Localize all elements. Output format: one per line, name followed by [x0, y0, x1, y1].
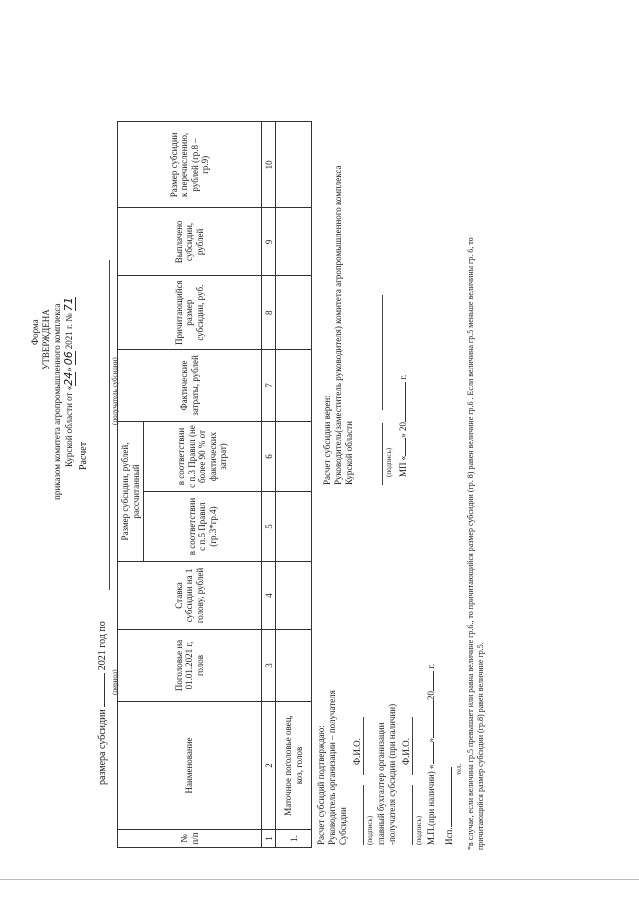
scan-edge-line: [0, 879, 639, 880]
quote-mark: »: [426, 738, 436, 743]
empty-cell: [276, 492, 312, 562]
period-caption: (период): [111, 669, 119, 695]
signature-caption-2: (подпись): [415, 815, 423, 845]
year-blank: [433, 671, 434, 691]
empty-cell: [276, 350, 312, 422]
stamp-date-line-right: [398, 375, 409, 477]
head-label: Руководитель организации – получателя: [327, 690, 337, 845]
signature-caption-1: (подпись): [366, 815, 374, 845]
name-line-3: [382, 295, 383, 410]
header-cell-4: Ставка субсидии на 1 голову, рублей: [118, 562, 262, 630]
title-prefix: размера субсидии: [97, 709, 108, 785]
subsidy-table: [117, 121, 312, 848]
column-number: 1: [262, 830, 276, 848]
title-line: [97, 621, 108, 785]
fio-label-1: Ф.И.О.: [352, 738, 362, 765]
column-number: 9: [262, 208, 276, 276]
recipient-line: [109, 260, 110, 590]
column-number: 3: [262, 630, 276, 702]
year-blank-right: [405, 382, 406, 422]
page-title: Расчет: [78, 441, 89, 470]
verified-label: Расчет субсидии верен:: [322, 395, 332, 485]
year-suffix-right: г.: [398, 374, 408, 380]
confirm-label: Расчет субсидий подтверждаю:: [316, 725, 326, 845]
empty-cell: [276, 208, 312, 276]
table-row: [276, 122, 312, 848]
column-number: 4: [262, 562, 276, 630]
footnote: [466, 237, 486, 850]
column-number: 10: [262, 122, 276, 208]
header-cell-7: Фактические затраты, рублей: [118, 350, 262, 422]
column-number: 7: [262, 350, 276, 422]
column-number: 6: [262, 422, 276, 492]
column-number: 8: [262, 276, 276, 350]
executor-blank: [451, 767, 452, 827]
row-name-cell: Маточное поголовье овец, коз, голов: [276, 702, 312, 830]
day-blank-right: [405, 438, 406, 456]
executor-line: [444, 767, 455, 845]
empty-cell: [276, 122, 312, 208]
region-label: Курской области: [344, 421, 354, 485]
header-cell-3: Поголовье на 01.01.2021 г, голов: [118, 630, 262, 702]
subsidy-label: Субсидии: [338, 807, 348, 845]
order-year-text: 2021 г. №: [64, 313, 74, 350]
signature-caption-3: (подпись): [385, 447, 393, 477]
order-line: приказом комитета агропромышленного комплекса: [52, 303, 62, 500]
title-year: 2021 год по: [97, 621, 108, 671]
accountant-label-1: главный бухгалтер организации: [376, 722, 386, 845]
order-date-prefix: Курской области от «: [64, 385, 74, 467]
signature-line-2: [412, 785, 413, 845]
header-cell-5-6-group: Размер субсидии, рублей, рассчитанный: [118, 422, 144, 562]
phone-label: тел.: [455, 763, 463, 775]
order-month: 06: [62, 351, 75, 366]
row-number: 1.: [276, 830, 312, 848]
quote-mark-right: »: [398, 433, 408, 438]
header-cell-8: Причитающийся размер субсидии, руб.: [118, 276, 262, 350]
approved-label: УТВЕРЖДЕНА: [41, 309, 51, 370]
year-prefix-right: 20: [398, 421, 408, 431]
order-day: 24: [62, 371, 75, 386]
recipient-caption: (получатель субсидии): [111, 357, 119, 425]
column-number: 5: [262, 492, 276, 562]
fio-line-2: [412, 717, 413, 775]
stamp-label-right: МП «: [398, 455, 408, 477]
empty-cell: [276, 422, 312, 492]
empty-cell: [276, 562, 312, 630]
header-cell-5: в соответствии с п.5 Правил (гр.3*гр.4): [144, 492, 262, 562]
fio-label-2: Ф.И.О.: [401, 738, 411, 765]
header-row-1: [118, 122, 144, 848]
stamp-label: М.П.(при наличии) «: [426, 764, 436, 845]
stamp-date-line: [426, 664, 437, 845]
form-label: Форма: [30, 319, 40, 345]
committee-head-label: Руководитель(заместитель руководителя) комитета агропромышленного комплекса: [333, 165, 343, 485]
year-prefix: 20: [426, 691, 436, 700]
executor-label: Исп.: [444, 827, 454, 845]
order-date-line: [63, 297, 75, 467]
header-cell-1: № п/п: [118, 830, 262, 848]
month-blank: [433, 700, 434, 738]
accountant-label-2: -получателя субсидии (при наличии): [387, 703, 397, 845]
header-cell-10: Размер субсидии к перечислению, рублей (гр.8 – гр.9): [118, 122, 262, 208]
column-number: 2: [262, 702, 276, 830]
day-blank: [433, 743, 434, 765]
footnote-line-2: причитающийся размер субсидии (гр.8) равен величине гр.5.: [476, 642, 485, 850]
header-cell-6: в соответствии с п.3 Правил (не более 90 % от фактических затрат): [144, 422, 262, 492]
empty-cell: [276, 630, 312, 702]
year-suffix: г.: [426, 663, 436, 669]
period-blank: [104, 673, 105, 707]
header-cell-2: Наименование: [118, 702, 262, 830]
fio-line-1: [363, 717, 364, 775]
order-number: 71: [62, 297, 75, 312]
order-date-mid: »: [64, 367, 74, 372]
footnote-line-1: *в случае, если величина гр.5 превышает или равна величине гр.6., то причитающийся размер субсидии (гр. 8) равен величине гр.6 . Если величина гр.5 меньше величины гр. 6, то: [466, 237, 475, 850]
signature-line-3: [382, 423, 383, 485]
header-cell-9: Выплачено субсидии, рублей: [118, 208, 262, 276]
column-number-row: [262, 122, 276, 848]
signature-line-1: [363, 785, 364, 845]
empty-cell: [276, 276, 312, 350]
